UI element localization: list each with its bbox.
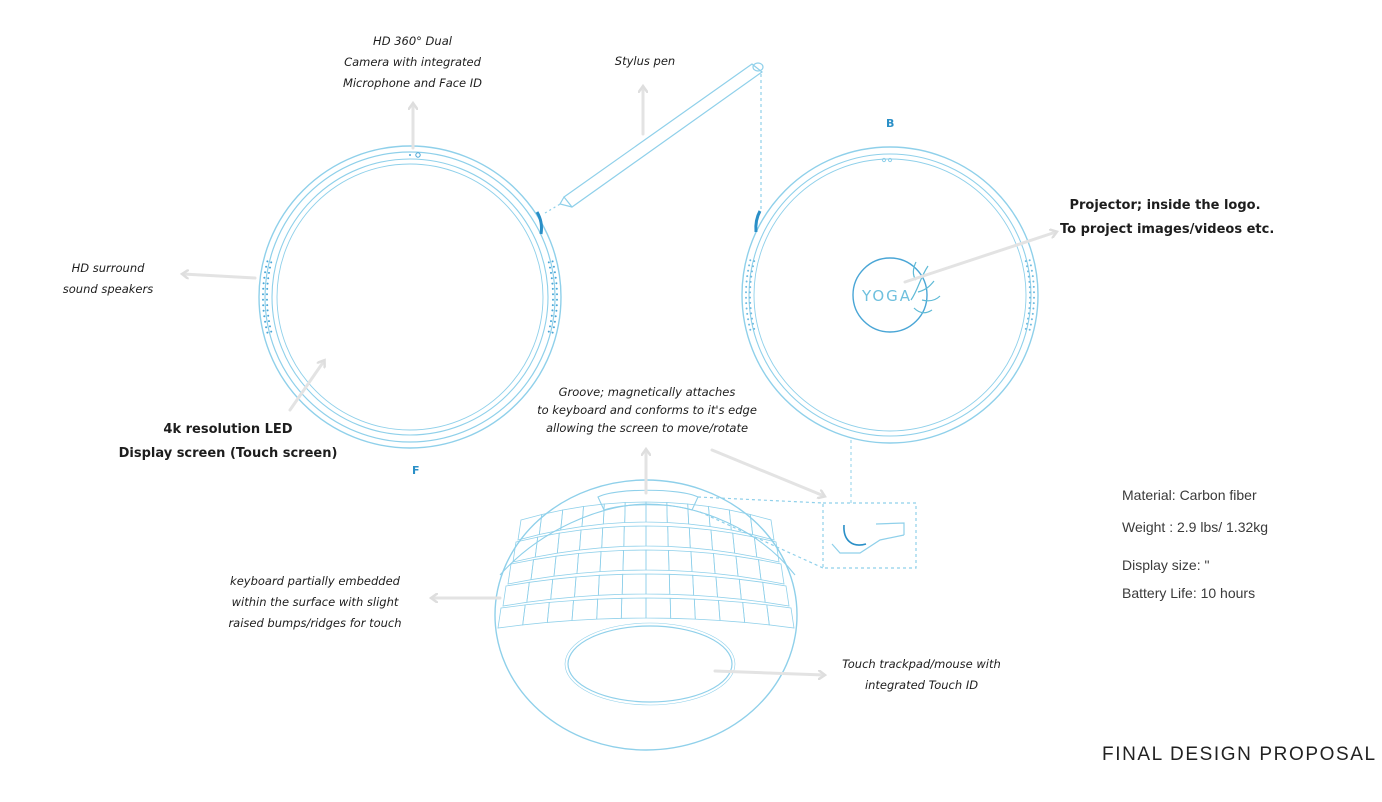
speaker-hole [1029, 329, 1031, 331]
keyboard-key [646, 526, 668, 546]
stylus-pen [545, 63, 763, 213]
speaker-hole [263, 310, 265, 312]
trackpad-label: Touch trackpad/mouse with integrated Touch ID [842, 657, 1001, 692]
speaker-hole [753, 328, 755, 330]
speaker-hole [270, 331, 272, 333]
arrow-groove-detail [712, 450, 824, 496]
keyboard-key [622, 574, 646, 594]
spec-weight: Weight : 2.9 lbs/ 1.32kg [1122, 519, 1269, 535]
keyboard-key [600, 550, 624, 571]
keyboard-key [694, 599, 720, 620]
speaker-hole [1031, 318, 1033, 320]
speaker-hole [1027, 270, 1029, 272]
speaker-hole [1025, 260, 1027, 262]
keyboard-key [518, 515, 542, 541]
speaker-hole [266, 332, 268, 334]
speaker-hole [556, 288, 558, 290]
keyboard-key [621, 598, 646, 618]
trackpad [568, 626, 732, 702]
speaker-hole [1028, 281, 1030, 283]
speaker-hole [554, 271, 556, 273]
keyboard-key [580, 528, 603, 550]
groove-label: Groove; magnetically attaches to keyboard and conforms to it's edge allowing the screen to move/rotate [537, 385, 757, 435]
keyboard-key [669, 574, 693, 595]
speaker-hole [553, 326, 555, 328]
speaker-hole [267, 309, 269, 311]
keyboard-key [736, 556, 761, 580]
speaker-hole [749, 259, 751, 261]
speaker-hole [745, 291, 747, 293]
page-title: FINAL DESIGN PROPOSAL [1102, 744, 1377, 765]
keyboard-key [669, 550, 693, 571]
keyboard-key [575, 575, 600, 597]
speaker-hole [749, 302, 751, 304]
keyboard-key [547, 601, 573, 623]
speaker-hole [549, 267, 551, 269]
speaker-hole [548, 261, 550, 263]
speaker-hole [552, 288, 554, 290]
speaker-hole [556, 299, 558, 301]
speaker-hole [1028, 307, 1030, 309]
spec-display-size: Display size: " [1122, 557, 1210, 573]
speaker-hole [748, 324, 750, 326]
speaker-hole [1030, 264, 1032, 266]
speaker-hole [269, 325, 271, 327]
keyboard-key [759, 560, 785, 584]
keyboard-key [577, 552, 601, 574]
speaker-hole [747, 270, 749, 272]
speaker-hole [749, 286, 751, 288]
stylus-label: Stylus pen [614, 54, 676, 68]
speaker-hole [552, 293, 554, 295]
keyboard-key [750, 515, 774, 541]
speaker-hole [1026, 265, 1028, 267]
keyboard-key [557, 530, 581, 553]
speaker-hole [551, 309, 553, 311]
speaker-hole [556, 293, 558, 295]
speaker-hole [1029, 259, 1031, 261]
arrow-trackpad [715, 671, 824, 675]
speaker-hole [270, 261, 272, 263]
keyboard-key [729, 510, 752, 535]
speaker-hole [551, 283, 553, 285]
speaker-hole [745, 286, 747, 288]
speaker-hole [1033, 297, 1035, 299]
speaker-hole [268, 272, 270, 274]
speaker-hole [1029, 302, 1031, 304]
keyboard-key [498, 605, 525, 628]
speaker-hole [753, 260, 755, 262]
keyboard-key [646, 550, 669, 570]
speaker-hole [265, 266, 267, 268]
keyboard-key [551, 577, 576, 599]
speaker-hole [1029, 297, 1031, 299]
speaker-hole [749, 329, 751, 331]
keyboard-key [711, 530, 735, 553]
speaker-hole [548, 331, 550, 333]
speaker-hole [746, 313, 748, 315]
projector-label: Projector; inside the logo. To project images/videos etc. [1060, 198, 1275, 237]
speaker-hole [1032, 281, 1034, 283]
speaker-hole [264, 271, 266, 273]
keyboard-keys [498, 502, 794, 628]
speaker-hole [747, 318, 749, 320]
speaker-hole [264, 321, 266, 323]
speaker-hole [752, 323, 754, 325]
keyboard-key [693, 575, 718, 597]
keyboard-key [709, 507, 732, 531]
speaker-hole [267, 277, 269, 279]
keyboard-key [714, 554, 739, 577]
speaker-hole [552, 299, 554, 301]
front-view-device [259, 146, 561, 448]
speaker-hole [549, 325, 551, 327]
speaker-hole [554, 321, 556, 323]
keyboard-key [670, 598, 695, 619]
speaker-hole [555, 310, 557, 312]
speaker-hole [266, 293, 268, 295]
keyboard-key [716, 577, 741, 599]
speaker-hole [750, 312, 752, 314]
speaker-hole [1028, 276, 1030, 278]
camera-icon [409, 153, 420, 157]
speaker-hole [551, 277, 553, 279]
speaker-hole [555, 277, 557, 279]
keyboard-key [623, 550, 646, 570]
speaker-hole [749, 297, 751, 299]
speaker-hole [552, 332, 554, 334]
speakers-label: HD surround sound speakers [62, 261, 154, 296]
speaker-hole [1027, 318, 1029, 320]
speaker-hole [1026, 323, 1028, 325]
speaker-hole [750, 307, 752, 309]
keyboard-key [743, 602, 770, 625]
keyboard-key [767, 605, 794, 628]
speaker-hole [263, 277, 265, 279]
speaker-hole [262, 299, 264, 301]
keyboard-key [602, 526, 625, 547]
keyboard-key [733, 533, 757, 557]
keyboard-key [503, 582, 529, 606]
speaker-hole [746, 308, 748, 310]
speaker-hole [267, 315, 269, 317]
speaker-hole [553, 266, 555, 268]
speaker-hole [552, 260, 554, 262]
speaker-hole [265, 326, 267, 328]
keyboard-key [597, 598, 622, 619]
speaker-hole [263, 282, 265, 284]
speaker-hole [1029, 291, 1031, 293]
speaker-hole [266, 304, 268, 306]
keyboard-key [539, 510, 562, 535]
speaker-hole [555, 282, 557, 284]
speaker-hole [1030, 324, 1032, 326]
speaker-hole [268, 320, 270, 322]
speaker-hole [266, 288, 268, 290]
speaker-hole [262, 304, 264, 306]
keyboard-base [495, 480, 797, 750]
speaker-hole [550, 320, 552, 322]
front-view-label: F [412, 464, 420, 477]
keyboard-key [527, 579, 553, 602]
speaker-hole [752, 265, 754, 267]
speaker-hole [262, 293, 264, 295]
speaker-hole [1032, 275, 1034, 277]
keyboard-label: keyboard partially embedded within the surface with slight raised bumps/ridges for touch [228, 574, 402, 630]
spec-material: Material: Carbon fiber [1122, 487, 1257, 503]
keyboard-key [739, 579, 765, 602]
speaker-hole [552, 304, 554, 306]
speaker-hole [1031, 270, 1033, 272]
speaker-hole [269, 267, 271, 269]
keyboard-key [763, 582, 789, 606]
spec-battery: Battery Life: 10 hours [1122, 585, 1256, 601]
keyboard-key [523, 602, 550, 625]
keyboard-key [572, 599, 598, 620]
speaker-hole [750, 276, 752, 278]
keyboard-key [668, 526, 691, 547]
speaker-hole [751, 270, 753, 272]
speaker-hole [267, 283, 269, 285]
speaker-hole [750, 281, 752, 283]
speaker-hole [1033, 302, 1035, 304]
keyboard-key [646, 598, 671, 618]
speaker-hole [1028, 312, 1030, 314]
speaker-hole [1033, 286, 1035, 288]
keyboard-key [719, 601, 745, 623]
speaker-hole [746, 281, 748, 283]
camera-label: HD 360° Dual Camera with integrated Microphone and Face ID [342, 34, 483, 90]
keyboard-key [535, 533, 559, 557]
keyboard-key [691, 552, 715, 574]
speaker-hole [745, 297, 747, 299]
speaker-hole [266, 260, 268, 262]
keyboard-key [624, 526, 646, 546]
keyboard-key [754, 537, 779, 562]
speaker-hole [1029, 286, 1031, 288]
display-label: 4k resolution LED Display screen (Touch screen) [118, 422, 338, 461]
speaker-hole [1033, 291, 1035, 293]
speaker-hole [551, 315, 553, 317]
keyboard-key [582, 504, 604, 527]
speaker-hole [1025, 328, 1027, 330]
speaker-hole [1032, 308, 1034, 310]
speaker-hole [555, 315, 557, 317]
keyboard-key [689, 528, 712, 550]
speaker-hole [263, 315, 265, 317]
speaker-hole [748, 264, 750, 266]
speaker-hole [749, 291, 751, 293]
keyboard-key [646, 574, 670, 594]
speaker-hole [1032, 313, 1034, 315]
speaker-hole [746, 275, 748, 277]
speaker-hole [745, 302, 747, 304]
back-view-label: B [886, 117, 895, 130]
speaker-hole [550, 272, 552, 274]
arrow-speakers [183, 274, 255, 278]
speaker-hole [266, 299, 268, 301]
keyboard-key [598, 574, 622, 595]
keyboard-key [531, 556, 556, 580]
logo-text: YOGA [862, 287, 913, 305]
back-view-device [742, 147, 1038, 503]
speaker-hole [751, 318, 753, 320]
keyboard-key [554, 554, 579, 577]
speaker-hole [262, 288, 264, 290]
speaker-hole [556, 304, 558, 306]
